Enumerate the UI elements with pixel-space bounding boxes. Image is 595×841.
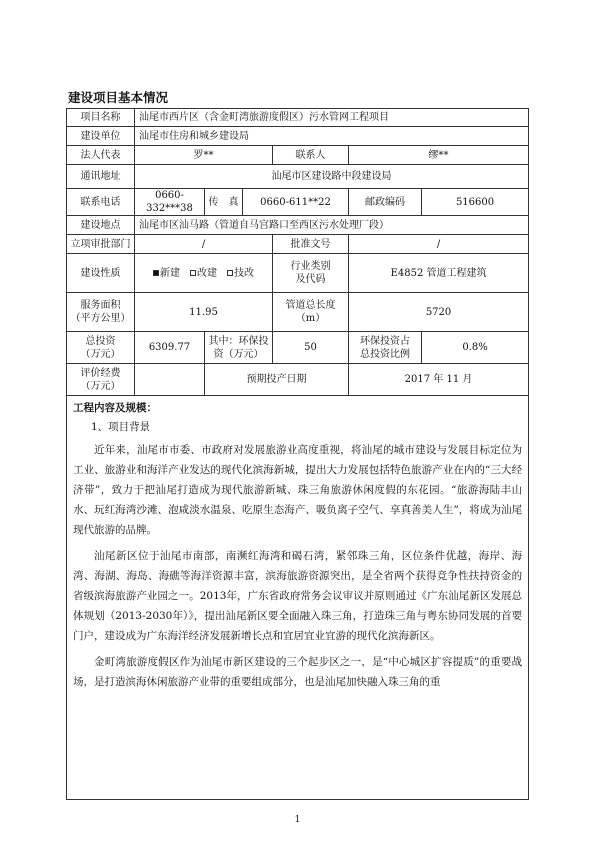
content-cell	[67, 396, 529, 800]
cost-label	[67, 364, 135, 396]
invest-label-line1: 总投资	[85, 335, 116, 347]
env-invest-label-line1: 其中：环保投	[208, 335, 269, 347]
approval-no-value: /	[349, 235, 529, 254]
content-paragraph-2: 汕尾新区位于汕尾市南部，南濒红海湾和碣石湾，紧邻珠三角，区位条件优越，海岸、海湾、海湖、海岛、海礁等海洋资源丰富，滨海旅游资源突出，是全省两个获得竞争性扶持资金的省级滨海旅游产业园之一。2013年，广东省政府常务会议审议并原则通过《广东汕尾新区发展总体规划（2013-2030年）》，提出汕尾新区要全面融入珠三角，打造珠三角与粤东协同发展的首要门户，建设成为广东海洋经济发展新增长点和宜居宜业宜游的现代化滨海新区。	[73, 550, 523, 642]
checkbox-icon	[227, 270, 233, 276]
approval-no-label: 批准文号	[273, 235, 349, 254]
env-invest-label	[205, 332, 273, 364]
content-heading: 工程内容及规模：	[73, 402, 157, 414]
env-invest-value: 50	[273, 332, 349, 364]
industry-label-line1: 行业类别	[290, 261, 331, 272]
nature-options	[135, 254, 273, 293]
pipe-length-label	[273, 293, 349, 332]
invest-label	[67, 332, 135, 364]
env-ratio-label-line2: 总投资比例	[360, 348, 410, 360]
start-date-value: 2017 年 11 月	[349, 364, 529, 396]
env-ratio-value: 0.8%	[422, 332, 529, 364]
phone-value: 0660-332***38	[135, 189, 205, 216]
legal-rep-value: 罗**	[135, 146, 273, 165]
cost-label-line2: （万元）	[80, 380, 121, 392]
section-title: 建设项目基本情况	[68, 90, 169, 105]
nature-option-new[interactable]	[153, 268, 180, 279]
invest-value: 6309.77	[135, 332, 205, 364]
area-value: 11.95	[135, 293, 273, 332]
invest-label-line2: （万元）	[80, 348, 121, 360]
location-label: 建设地点	[67, 216, 135, 235]
nature-option-label: 技改	[234, 267, 254, 279]
pipe-label-line1: 管道总长度	[285, 300, 336, 311]
nature-option-tech[interactable]	[227, 268, 254, 279]
start-date-label: 预期投产日期	[205, 364, 349, 396]
location-value: 汕尾市区汕马路（管道自马宫路口至西区污水处理厂段）	[135, 216, 529, 235]
pipe-length-value: 5720	[349, 293, 529, 332]
approval-dept-label: 立项审批部门	[67, 235, 135, 254]
content-subheading: 1、项目背景	[91, 421, 151, 433]
contact-value: 缪**	[349, 146, 529, 165]
unit-label: 建设单位	[67, 127, 135, 146]
industry-value: E4852 管道工程建筑	[349, 254, 529, 293]
project-info-table	[66, 108, 529, 800]
nature-option-label: 新建	[160, 267, 180, 279]
postcode-value: 516600	[422, 189, 529, 216]
phone-label: 联系电话	[67, 189, 135, 216]
area-label-line1: 服务面积	[80, 300, 121, 311]
contact-label: 联系人	[273, 146, 349, 165]
unit-value: 汕尾市住房和城乡建设局	[135, 127, 529, 146]
address-label: 通讯地址	[67, 165, 135, 189]
content-paragraph-1: 近年来，汕尾市市委、市政府对发展旅游业高度重视，将汕尾的城市建设与发展目标定位为工业、旅游业和海洋产业发达的现代化滨海新城，提出大力发展包括特色旅游产业在内的“三大经济带”，致力于把汕尾打造成为现代旅游新城、珠三角旅游休闲度假的东花园。“旅游海陆丰山水、玩红海湾沙滩、泡咸淡水温泉、吃原生态海产、吸负离子空气、享真善美人生”，将成为汕尾现代旅游的品牌。	[73, 444, 523, 536]
project-name-label: 项目名称	[67, 109, 135, 127]
checkbox-icon	[153, 270, 159, 276]
industry-label-line2: 及代码	[295, 274, 326, 285]
legal-rep-label: 法人代表	[67, 146, 135, 165]
checkbox-icon	[190, 270, 196, 276]
cost-value	[135, 364, 205, 396]
nature-label: 建设性质	[67, 254, 135, 293]
postcode-label: 邮政编码	[349, 189, 422, 216]
fax-value: 0660-611**22	[243, 189, 349, 216]
address-value: 汕尾市区建设路中段建设局	[135, 165, 529, 189]
cost-label-line1: 评价经费	[80, 367, 121, 379]
area-label-line2: （平方公里）	[70, 313, 131, 324]
project-name-value: 汕尾市西片区（含金町湾旅游度假区）污水管网工程项目	[135, 109, 529, 127]
area-label	[67, 293, 135, 332]
nature-option-rebuild[interactable]	[190, 268, 217, 279]
content-paragraph-3: 金町湾旅游度假区作为汕尾市新区建设的三个起步区之一，是“中心城区扩容提质”的重要战场，是打造滨海休闲旅游产业带的重要组成部分，也是汕尾加快融入珠三角的重	[73, 656, 523, 688]
env-ratio-label-line1: 环保投资占	[360, 335, 410, 347]
env-invest-label-line2: 资（万元）	[213, 348, 264, 360]
industry-label	[273, 254, 349, 293]
fax-label: 传 真	[205, 189, 243, 216]
pipe-label-line2: （m）	[295, 313, 326, 324]
page-number: 1	[294, 815, 301, 825]
env-ratio-label	[349, 332, 422, 364]
nature-option-label: 改建	[197, 267, 217, 279]
approval-dept-value: /	[135, 235, 273, 254]
